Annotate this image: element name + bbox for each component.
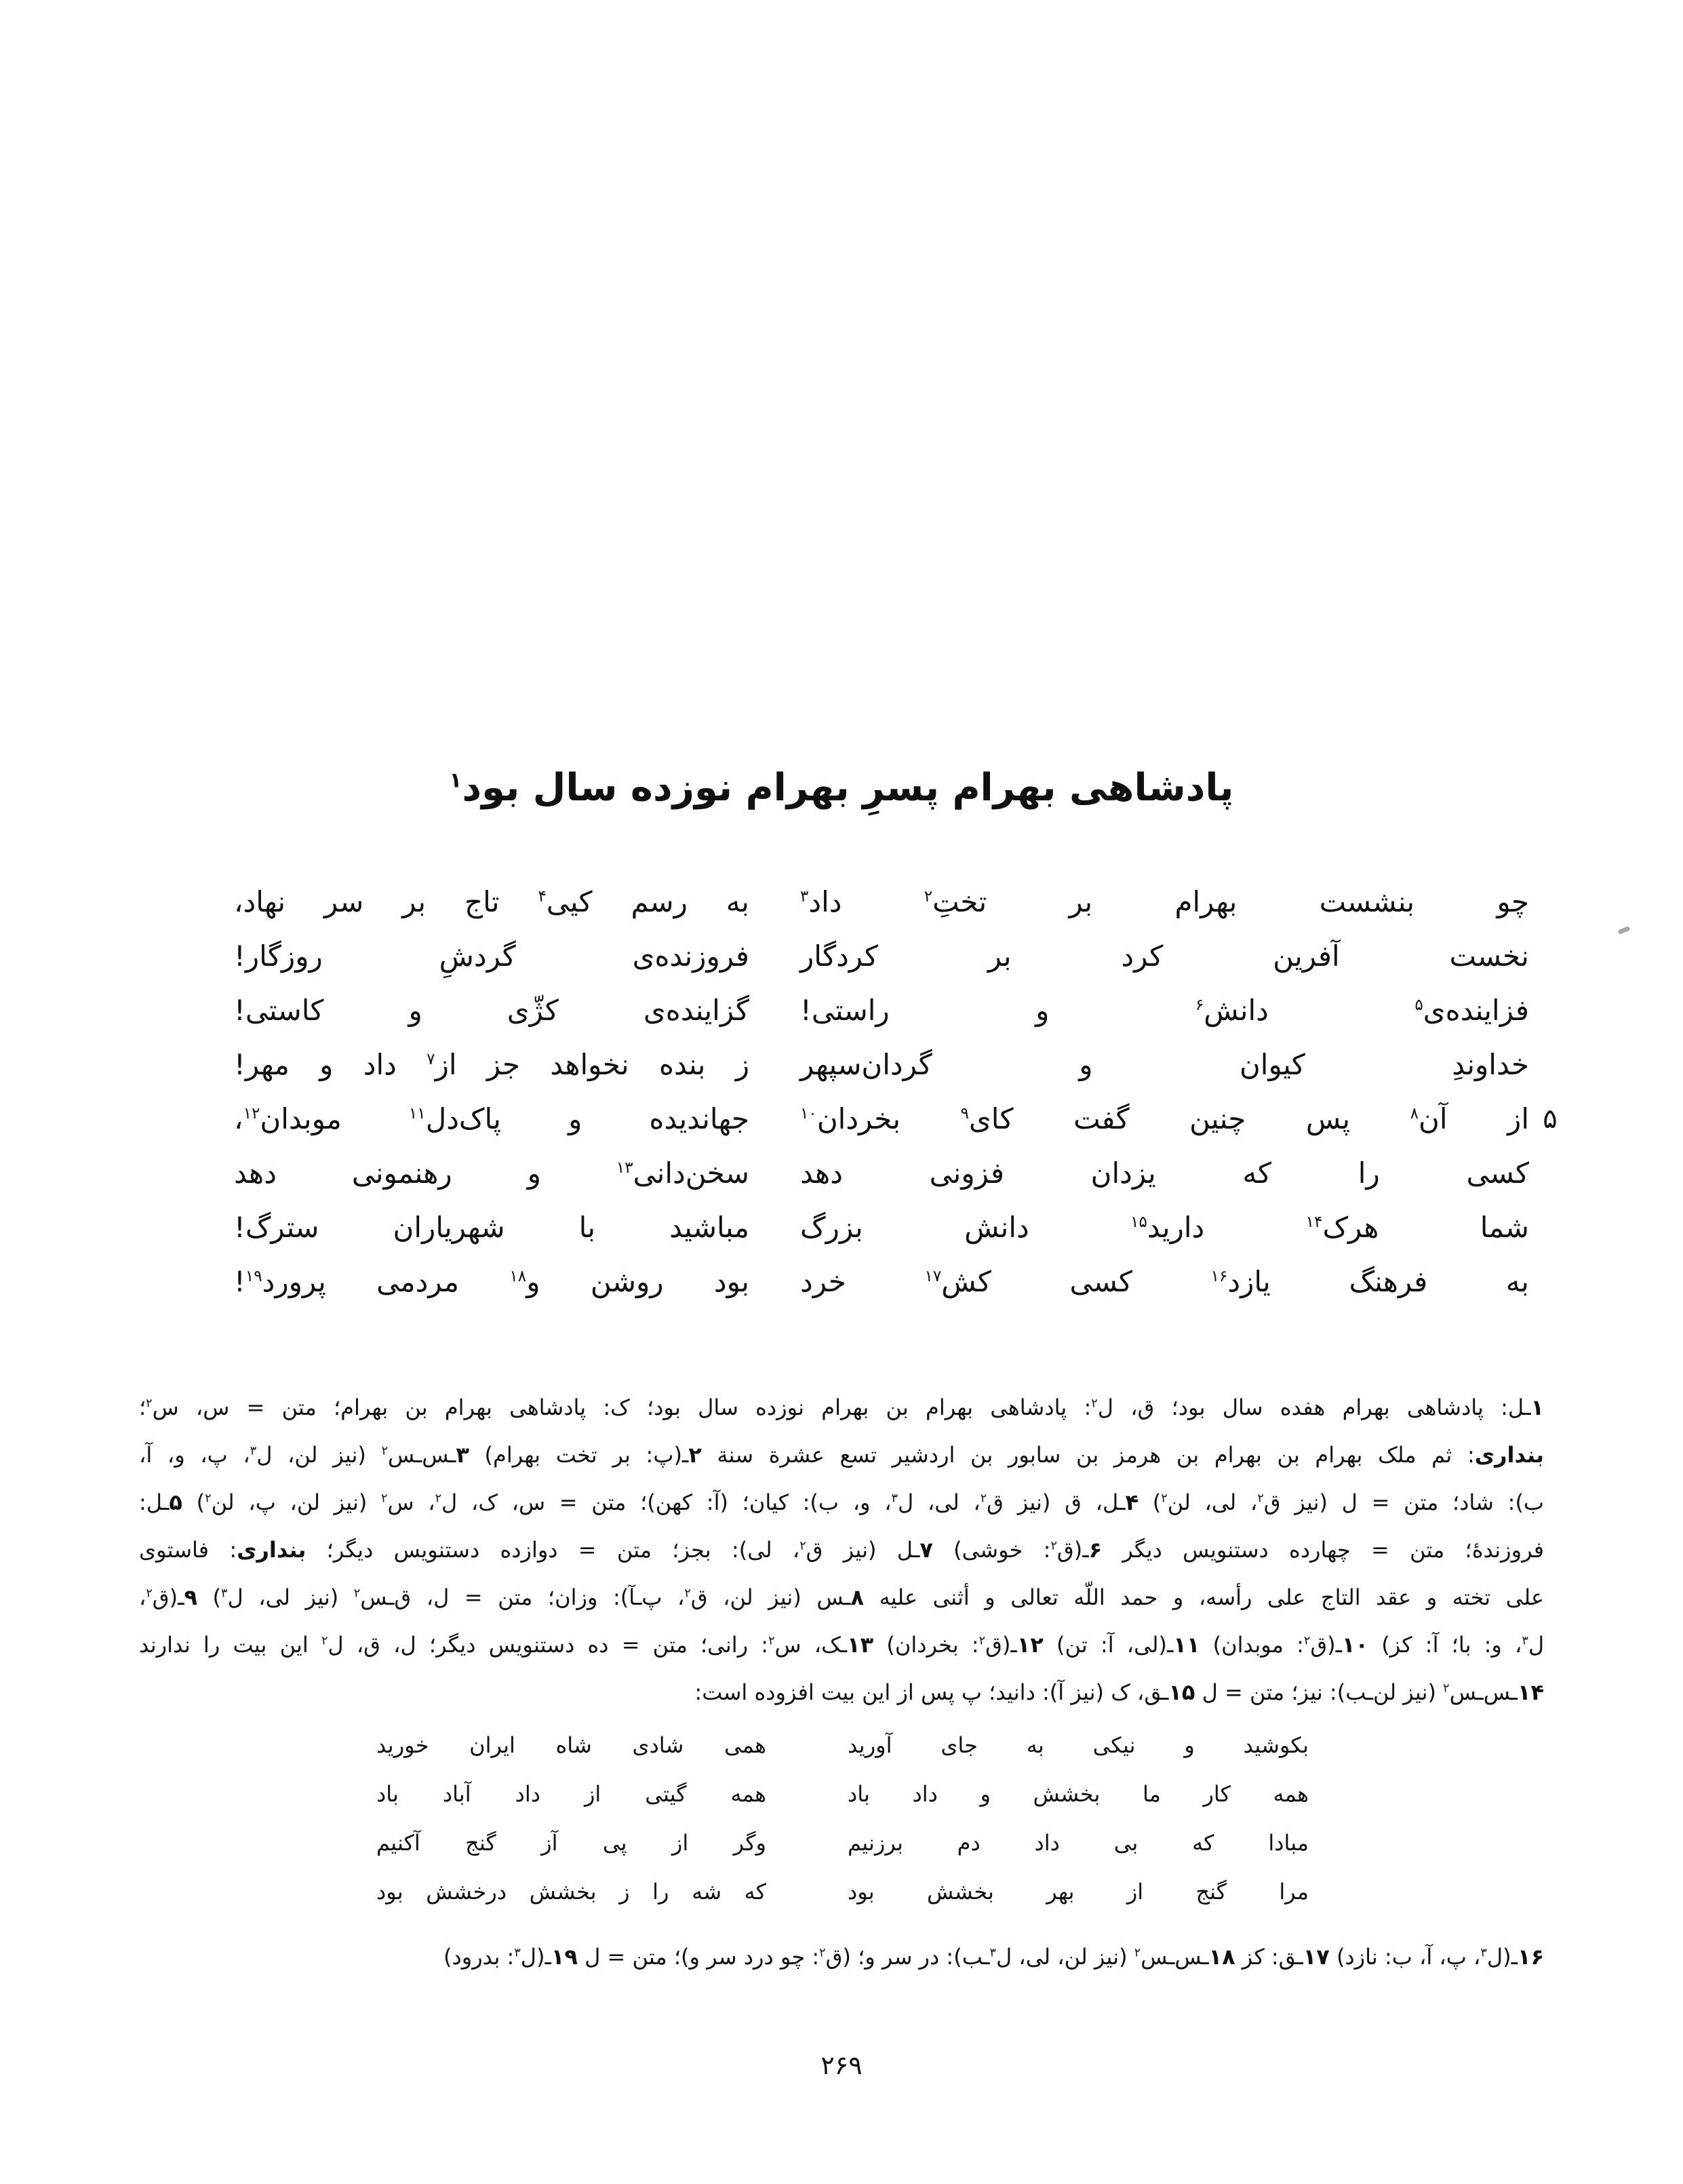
- inserted-verse: [376, 1721, 1309, 1917]
- apparatus-line: ۱ـل: پادشاهی بهرام هفده سال بود؛ ق، ل$^۲$: پادشاهی بهرام بن بهرام نوزده سال بود؛ ک: پادشاهی بهرام بن بهرام؛ متن = س، س$^۲$؛: [139, 1395, 1545, 1420]
- hemistich-right: از آن$^۸$ پس چنین گفت کای$^۹$ بخردان$^{۱۰}$: [800, 1101, 1529, 1135]
- chapter-title: پادشاهی بهرام پسرِ بهرام نوزده سال بود$^۱$: [449, 766, 1234, 810]
- inserted-couplet-row: [376, 1770, 1309, 1819]
- hemistich-left: که شه را ز بخشش درخشش بود: [376, 1879, 766, 1905]
- hemistich-left: مباشید با شهریاران سترگ!: [234, 1210, 749, 1244]
- couplet-row: [234, 1092, 1529, 1146]
- hemistich-right: مرا گنج از بهر بخشش بود: [848, 1879, 1309, 1905]
- scan-artifact-mark: [1617, 926, 1630, 935]
- couplet-row: [234, 1038, 1529, 1092]
- hemistich-right: همه کار ما بخشش و داد باد: [848, 1781, 1309, 1808]
- couplet-row: [234, 875, 1529, 929]
- hemistich-right: بکوشید و نیکی به جای آورید: [848, 1732, 1309, 1759]
- hemistich-right: مبادا که بی داد دم برزنیم: [848, 1830, 1309, 1856]
- hemistich-right: به فرهنگ یازد$^{۱۶}$ کسی کش$^{۱۷}$ خرد: [800, 1264, 1529, 1298]
- hemistich-right: چو بنشست بهرام بر تختِ$^۲$ داد$^۳$: [800, 884, 1529, 918]
- hemistich-left: همه گیتی از داد آباد باد: [376, 1781, 766, 1808]
- apparatus-line: علی تخته و عقد التاج علی رأسه، و حمد اللّه تعالی و أثنی علیه ۸ـس (نیز لن، ق$^۲$، پ‌ـآ): وزان؛ متن = ل، ق‌ـس$^۲$ (نیز لی، ل$^۳$) ۹ـ(ق$^۲$،: [139, 1584, 1545, 1610]
- inserted-couplet-row: [376, 1819, 1309, 1868]
- hemistich-left: به رسم کیی$^۴$ تاج بر سر نهاد،: [234, 884, 749, 918]
- hemistich-right: فزاینده‌ی$^۵$ دانش$^۶$ و راستی!: [800, 993, 1529, 1027]
- page-number: ۲۶۹: [820, 2050, 863, 2080]
- hemistich-right: کسی را که یزدان فزونی دهد: [800, 1156, 1529, 1190]
- inserted-couplet-row: [376, 1868, 1309, 1917]
- couplet-row: [234, 1255, 1529, 1309]
- apparatus-final-line: ۱۶ـ(ل$^۳$، پ، آ، ب: نازد) ۱۷ـق: کز ۱۸ـس‌ـس$^۲$ (نیز لن، لی، ل$^۳$ـب): در سر و؛ (ق$^۲$: چو درد سر و)؛ متن = ل ۱۹ـ(ل$^۳$: بدرود): [443, 1944, 1544, 1970]
- apparatus-line: ۱۴ـس‌ـس$^۲$ (نیز لن‌ـب): نیز؛ متن = ل ۱۵ـق، ک (نیز آ): دانید؛ پ پس از این بیت افزوده است:: [694, 1679, 1544, 1705]
- hemistich-left: گزاینده‌ی کژّی و کاستی!: [234, 993, 749, 1027]
- hemistich-left: سخن‌دانی$^{۱۳}$ و رهنمونی دهد: [234, 1156, 749, 1190]
- hemistich-right: شما هرک$^{۱۴}$ دارید$^{۱۵}$ دانش بزرگ: [800, 1210, 1529, 1244]
- apparatus-line: فروزندهٔ؛ متن = چهارده دستنویس دیگر ۶ـ(ق$^۲$: خوشی) ۷ـل (نیز ق$^۲$، لی): بجز؛ متن = دوازده دستنویس دیگر؛ بنداری: فاستوی: [139, 1537, 1545, 1563]
- apparatus-line: بنداری: ثم ملک بهرام بن بهرام بن هرمز بن سابور بن اردشیر تسع عشرة سنة ۲ـ(پ: بر تخت بهرام) ۳ـس‌ـس$^۲$ (نیز لن، ل$^۳$، پ، و، آ،: [139, 1442, 1545, 1468]
- margin-verse-number: ۵: [1543, 1104, 1558, 1135]
- hemistich-left: جهاندیده و پاک‌دل$^{۱۱}$ موبدان$^{۱۲}$،: [234, 1101, 750, 1135]
- hemistich-left: فروزنده‌ی گردشِ روزگار!: [234, 939, 749, 973]
- hemistich-left: وگر از پی آز گنج آکنیم: [376, 1830, 766, 1856]
- poem: [234, 875, 1529, 1309]
- hemistich-right: خداوندِ کیوان و گردان‌سپهر: [800, 1047, 1529, 1081]
- couplet-row: [234, 1146, 1529, 1201]
- apparatus-notes: [139, 1384, 1544, 1716]
- hemistich-left: همی شادی شاه ایران خورید: [376, 1732, 766, 1759]
- couplet-row: [234, 983, 1529, 1038]
- couplet-row: [234, 929, 1529, 983]
- hemistich-right: نخست آفرین کرد بر کردگار: [800, 939, 1529, 973]
- couplet-row: [234, 1201, 1529, 1255]
- apparatus-line: ب): شاد؛ متن = ل (نیز ق$^۲$، لی، لن$^۲$) ۴ـل، ق (نیز ق$^۲$، لی، ل$^۳$، و، ب): کیان؛ (آ: کهن)؛ متن = س، ک، ل$^۲$، س$^۲$ (نیز لن، پ، لن$^۲$) ۵ـل:: [139, 1489, 1545, 1515]
- inserted-couplet-row: [376, 1721, 1309, 1770]
- hemistich-left: ز بنده نخواهد جز از$^۷$ داد و مهر!: [234, 1047, 749, 1081]
- apparatus-line: ل$^۳$، و: با؛ آ: کز) ۱۰ـ(ق$^۲$: موبدان) ۱۱ـ(لی، آ: تن) ۱۲ـ(ق$^۲$: بخردان) ۱۳ـک، س$^۲$: رانی؛ متن = ده دستنویس دیگر؛ ل، ق، ل$^۲$ این بیت را ندارند: [139, 1632, 1545, 1658]
- hemistich-left: بود روشن و$^{۱۸}$ مردمی پرورد$^{۱۹}$!: [234, 1264, 749, 1298]
